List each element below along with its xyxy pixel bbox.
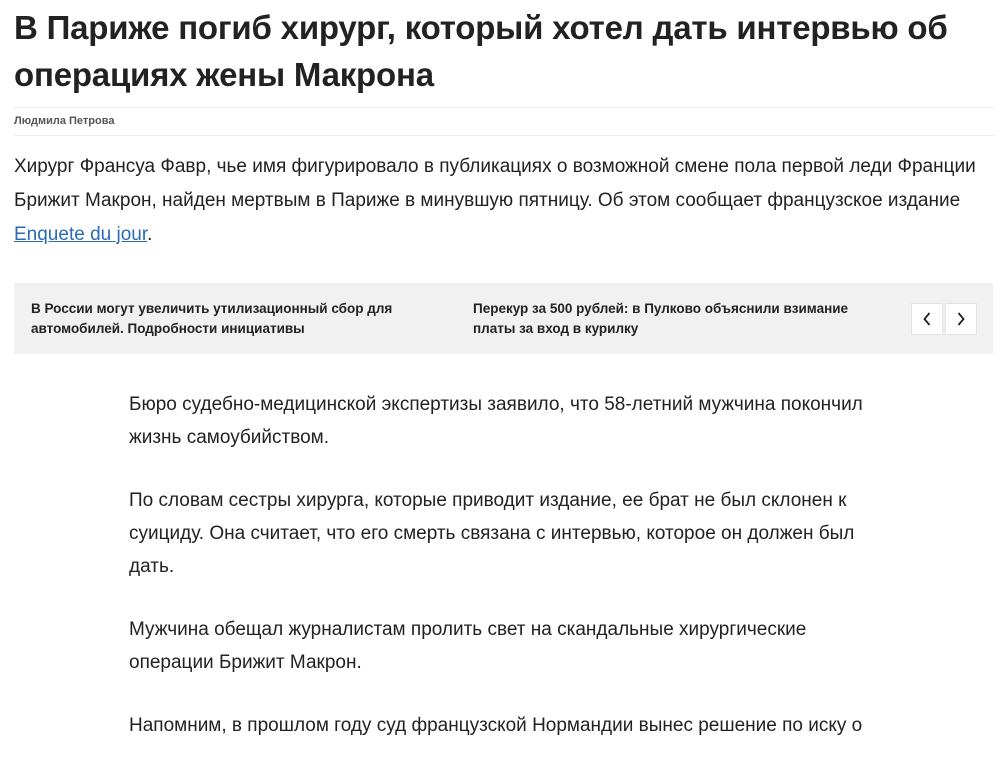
article-lead: [14, 150, 994, 252]
author-name[interactable]: Людмила Петрова: [14, 115, 115, 127]
news-item-1[interactable]: В России могут увеличить утилизационный сбор для автомобилей. Подробности инициативы: [31, 301, 393, 336]
article-headline: В Париже погиб хирург, который хотел дать интервью об операциях жены Макрона: [14, 9, 948, 93]
news-item-2[interactable]: Перекур за 500 рублей: в Пулково объяснили взимание платы за вход в курилку: [473, 301, 849, 336]
article-page: [14, 0, 994, 736]
chevron-left-icon: [922, 311, 932, 327]
carousel-prev-button[interactable]: [911, 303, 943, 335]
carousel-next-button[interactable]: [945, 303, 977, 335]
chevron-right-icon: [956, 311, 966, 327]
article-paragraph: Бюро судебно-медицинской экспертизы заявило, что 58-летний мужчина покончил жизнь самоубийством.: [129, 394, 863, 448]
article-paragraph: Мужчина обещал журналистам пролить свет на скандальные хирургические операции Брижит Макрон.: [129, 619, 807, 673]
lead-end: .: [147, 224, 153, 245]
article-paragraph: Напомним, в прошлом году суд французской Нормандии вынес решение по иску о: [129, 715, 863, 736]
source-link[interactable]: Enquete du jour: [14, 224, 148, 245]
article-paragraph: По словам сестры хирурга, которые приводит издание, ее брат не был склонен к суициду. Она считает, что его смерть связана с интервью, которое он должен был дать.: [129, 490, 855, 577]
author-bar: [14, 107, 994, 136]
article-body: [129, 388, 889, 772]
news-carousel: [14, 283, 993, 354]
lead-text: Хирург Франсуа Фавр, чье имя фигурировало в публикациях о возможной смене пола первой леди Франции Брижит Макрон, найден мертвым в Париже в минувшую пятницу. Об этом сообщает французское издание: [14, 156, 976, 211]
